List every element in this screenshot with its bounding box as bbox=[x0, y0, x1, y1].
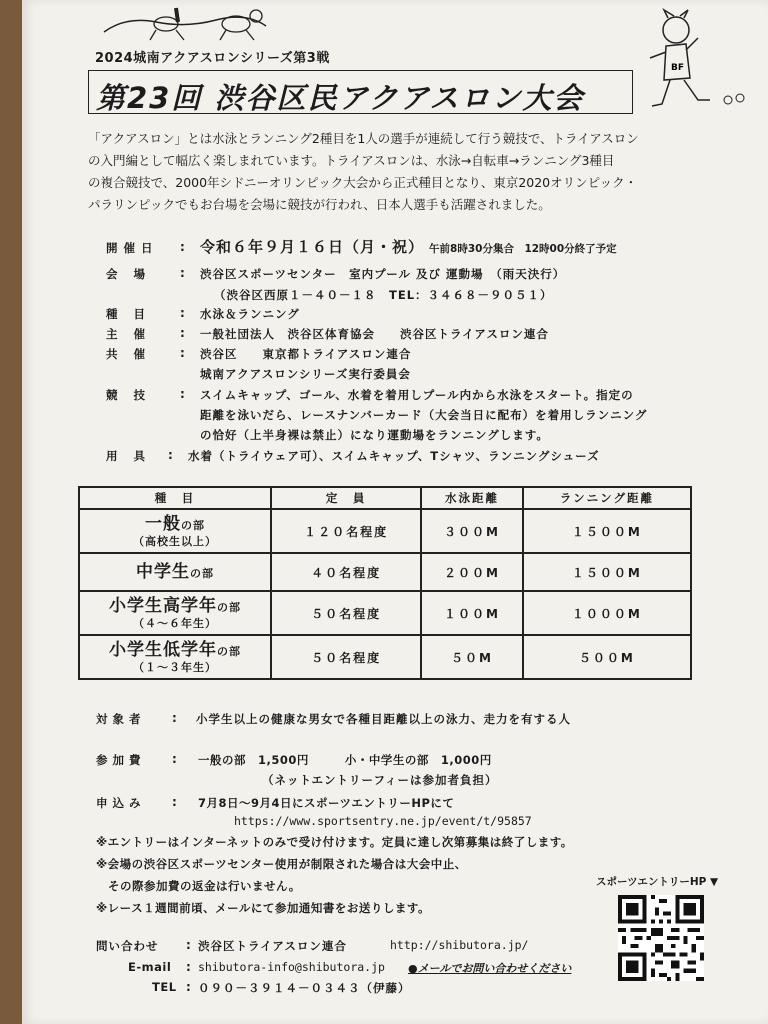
colon: : bbox=[180, 326, 185, 340]
venue-label: 会 場 bbox=[106, 267, 152, 281]
category-name: 小学生高学年 bbox=[109, 595, 217, 616]
table-row bbox=[79, 635, 691, 679]
category-name: 小学生低学年 bbox=[109, 639, 217, 660]
event-date bbox=[200, 236, 617, 257]
apply-url[interactable]: https://www.sportsentry.ne.jp/event/t/95857 bbox=[234, 814, 532, 828]
gear-label: 用 具 bbox=[106, 449, 152, 463]
colon: : bbox=[186, 960, 191, 974]
series-subtitle: 2024城南アクアスロンシリーズ第3戦 bbox=[95, 51, 330, 66]
table-header: 種 目 bbox=[79, 487, 271, 509]
rules-line-2: 距離を泳いだら、レースナンバーカード（大会当日に配布）を着用しランニング bbox=[200, 408, 648, 422]
category-suffix: の部 bbox=[190, 566, 214, 580]
event-type-label: 種 目 bbox=[106, 307, 152, 321]
run-distance-cell: １０００M bbox=[523, 591, 691, 635]
note-line-1: ※エントリーはインターネットのみで受け付けます。定員に達し次第募集は終了します。 bbox=[96, 835, 573, 849]
run-distance-cell: １５００M bbox=[523, 553, 691, 591]
swim-distance-cell: ５０M bbox=[421, 635, 522, 679]
colon: : bbox=[172, 795, 177, 809]
event-title: 第23回 渋谷区民アクアスロン大会 bbox=[96, 81, 585, 115]
fee-label: 参加費 bbox=[96, 753, 146, 767]
intro-line-4: パラリンピックでもお台場を会場に競技が行われ、日本人選手も活躍されました。 bbox=[88, 197, 551, 212]
venue: 渋谷区スポーツセンター 室内プール 及び 運動場 （雨天決行） bbox=[200, 267, 566, 281]
category-name: 一般 bbox=[145, 513, 181, 534]
capacity-cell: ４０名程度 bbox=[271, 553, 421, 591]
colon: : bbox=[180, 346, 185, 360]
eligibility-label: 対象者 bbox=[96, 712, 146, 726]
colon: : bbox=[186, 980, 191, 994]
category-suffix: の部 bbox=[181, 518, 205, 532]
fee-note: （ネットエントリーフィーは参加者負担） bbox=[262, 773, 498, 787]
email-note: ●メールでお問い合わせください bbox=[408, 962, 572, 975]
category-cell bbox=[79, 509, 271, 553]
distance-table bbox=[78, 486, 692, 680]
cohost-1: 渋谷区 東京都トライアスロン連合 bbox=[200, 347, 412, 361]
colon: : bbox=[172, 752, 177, 766]
contact-url[interactable]: http://shibutora.jp/ bbox=[390, 938, 529, 952]
table-header: 水泳距離 bbox=[421, 487, 522, 509]
colon: : bbox=[180, 387, 185, 401]
table-row bbox=[79, 509, 691, 553]
category-sub: （高校生以上） bbox=[133, 535, 217, 548]
category-name: 中学生 bbox=[136, 561, 190, 582]
running-dog-illustration bbox=[96, 2, 272, 46]
category-suffix: の部 bbox=[217, 600, 241, 614]
rules-label: 競 技 bbox=[106, 388, 152, 402]
run-distance-cell: ５００M bbox=[523, 635, 691, 679]
rules-line-3: の恰好（上半身裸は禁止）になり運動場をランニングします。 bbox=[200, 428, 549, 442]
category-sub: （１～３年生） bbox=[133, 661, 217, 674]
colon: : bbox=[180, 266, 185, 280]
event-date-main: 令和６年９月１６日（月・祝） bbox=[200, 238, 425, 256]
colon: : bbox=[186, 938, 191, 952]
table-row bbox=[79, 591, 691, 635]
email-label: E-mail bbox=[128, 960, 172, 974]
host-label: 主 催 bbox=[106, 327, 152, 341]
table-header-row bbox=[79, 487, 691, 509]
table-header: ランニング距離 bbox=[523, 487, 691, 509]
table-header: 定 員 bbox=[271, 487, 421, 509]
cohost-2: 城南アクアスロンシリーズ実行委員会 bbox=[200, 367, 411, 381]
capacity-cell: ５０名程度 bbox=[271, 591, 421, 635]
apply-label: 申込み bbox=[96, 796, 146, 810]
colon: : bbox=[180, 306, 185, 320]
colon: : bbox=[180, 240, 185, 254]
intro-line-2: の入門編として幅広く楽しまれています。トライアスロンは、水泳→自転車→ランニング3種目 bbox=[88, 153, 615, 168]
eligibility-text: 小学生以上の健康な男女で各種目距離以上の泳力、走力を有する人 bbox=[196, 712, 571, 726]
swim-distance-cell: ３００M bbox=[421, 509, 522, 553]
colon: : bbox=[168, 448, 173, 462]
contact-label: 問い合わせ bbox=[96, 939, 159, 953]
runner-mascot-illustration bbox=[640, 8, 750, 113]
qr-label: スポーツエントリーHP ▼ bbox=[596, 876, 719, 888]
contact-email[interactable]: shibutora-info@shibutora.jp bbox=[198, 960, 385, 974]
category-cell bbox=[79, 553, 271, 591]
gear: 水着（トライウェア可）、スイムキャップ、Tシャツ、ランニングシューズ bbox=[188, 449, 600, 463]
date-label: 開催日 bbox=[106, 241, 159, 255]
colon: : bbox=[172, 711, 177, 725]
table-row bbox=[79, 553, 691, 591]
category-cell bbox=[79, 635, 271, 679]
rules-line-1: スイムキャップ、ゴール、水着を着用しプール内から水泳をスタート。指定の bbox=[200, 388, 634, 402]
intro-line-1: 「アクアスロン」とは水泳とランニング2種目を1人の選手が連続して行う競技で、トライアスロン bbox=[88, 131, 639, 146]
run-distance-cell: １５００M bbox=[523, 509, 691, 553]
tel-label: TEL bbox=[152, 980, 177, 994]
capacity-cell: １２０名程度 bbox=[271, 509, 421, 553]
category-cell bbox=[79, 591, 271, 635]
intro-line-3: の複合競技で、2000年シドニーオリンピック大会から正式種目となり、東京2020オリンピック・ bbox=[88, 175, 638, 190]
event-time: 午前8時30分集合 12時00分終了予定 bbox=[429, 243, 617, 255]
contact-org: 渋谷区トライアスロン連合 bbox=[198, 939, 347, 953]
qr-code[interactable] bbox=[618, 895, 704, 981]
category-suffix: の部 bbox=[217, 644, 241, 658]
event-type: 水泳＆ランニング bbox=[200, 307, 300, 321]
note-line-3: その際参加費の返金は行いません。 bbox=[96, 879, 301, 893]
host: 一般社団法人 渋谷区体育協会 渋谷区トライアスロン連合 bbox=[200, 327, 549, 341]
category-sub: （４～６年生） bbox=[133, 617, 217, 630]
apply-text: 7月8日～9月4日にスポーツエントリーHPにて bbox=[198, 796, 455, 810]
swim-distance-cell: ２００M bbox=[421, 553, 522, 591]
note-line-2: ※会場の渋谷区スポーツセンター使用が制限された場合は大会中止、 bbox=[96, 857, 467, 871]
svg-text:BF: BF bbox=[671, 63, 685, 73]
venue-address: （渋谷区西原１－４０－１８ TEL：３４６８－９０５１） bbox=[214, 288, 553, 302]
cohost-label: 共 催 bbox=[106, 347, 152, 361]
capacity-cell: ５０名程度 bbox=[271, 635, 421, 679]
contact-tel: ０９０－３９１４－０３４３（伊藤） bbox=[198, 981, 411, 995]
fee-text: 一般の部 1,500円 小・中学生の部 1,000円 bbox=[198, 753, 492, 767]
swim-distance-cell: １００M bbox=[421, 591, 522, 635]
note-line-4: ※レース１週間前頃、メールにて参加通知書をお送りします。 bbox=[96, 901, 430, 915]
